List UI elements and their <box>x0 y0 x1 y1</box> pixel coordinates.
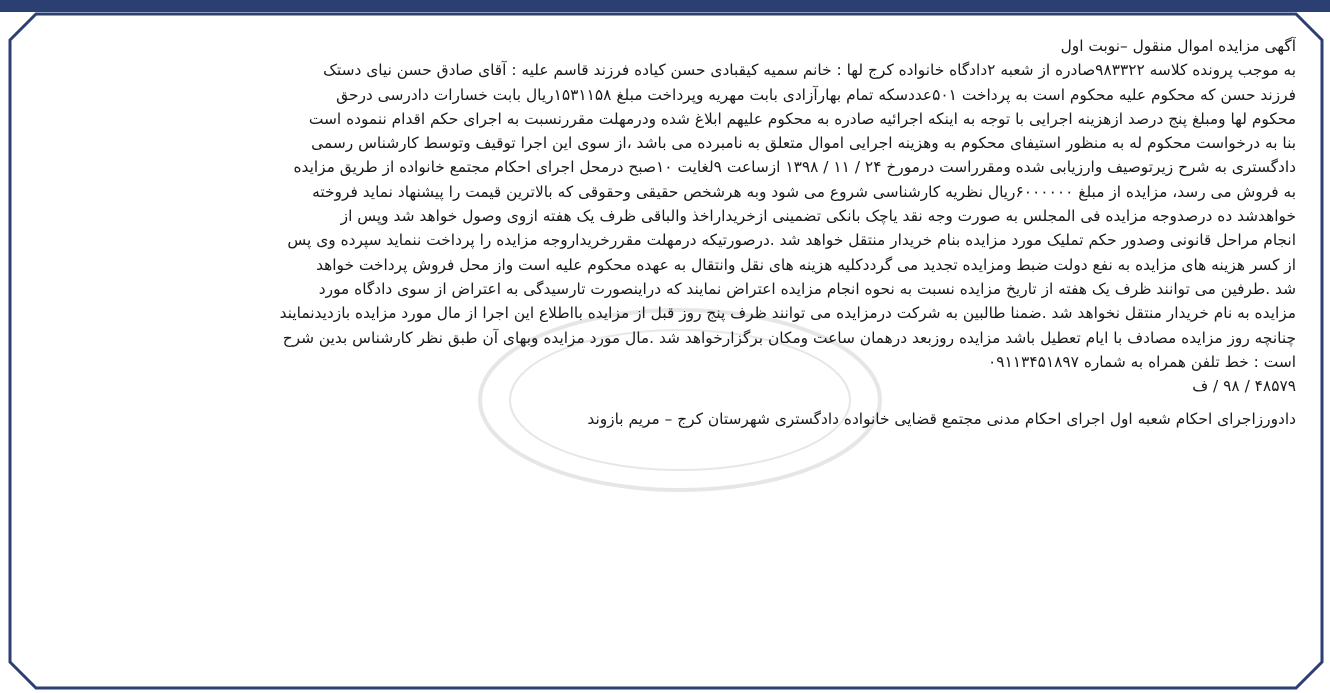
body-line-2: فرزند حسن که محکوم علیه محکوم است به پرداخت ۵۰۱عددسکه تمام بهارآزادی بابت مهریه وپرداخت مبلغ ۱۵۳۱۱۵۸ریال بابت خسارات دادرسی درحق <box>336 85 1296 104</box>
notice-title: آگهی مزایده اموال منقول –نوبت اول <box>1060 37 1296 55</box>
top-bar <box>0 0 1330 12</box>
body-line-8: انجام مراحل قانونی وصدور حکم تملیک مورد مزایده بنام خریدار منتقل خواهد شد .درصورتیکه درمهلت مقررخریداروجه مزایده را پرداخت ننماید سپرده وی پس <box>287 231 1296 250</box>
body-line-4: بنا به درخواست محکوم له به منظور استیفای محکوم به وهزینه اجرایی اموال متعلق به نامبرده می باشد ،از سوی این اجرا توقیف وتوسط کارشناس رسمی <box>311 134 1296 153</box>
body-line-1: به موجب پرونده کلاسه ۹۸۳۳۲۲صادره از شعبه ۲دادگاه خانواده کرج لها : خانم سمیه کیقبادی حسن کیاده فرزند قاسم علیه : آقای صادق حسن نیای دستک <box>323 61 1296 80</box>
body-line-12: چنانچه روز مزایده مصادف با ایام تعطیل باشد مزایده روزبعد درهمان ساعت ومکان برگزارخواهد شد .مال مورد مزایده وبهای آن طبق نظر کارشناس بدین شرح <box>282 328 1296 347</box>
reference-number: ۴۸۵۷۹ / ۹۸ / ف <box>1192 377 1296 396</box>
body-line-5: دادگستری به شرح زیرتوصیف وارزیابی شده ومقرراست درمورخ ۲۴ / ۱۱ / ۱۳۹۸ ازساعت ۹لغایت ۱۰صبح درمحل اجرای احکام مجتمع خانواده از طریق مزایده <box>293 158 1296 177</box>
body-line-3: محکوم لها ومبلغ پنج درصد ازهزینه اجرایی با توجه به اینکه اجرائیه صادره به محکوم علیهم ابلاغ شده ودرمهلت مقررنسبت به اجرای حکم اقدام ننموده است <box>308 109 1296 128</box>
body-line-13: است : خط تلفن همراه به شماره ۰۹۱۱۳۴۵۱۸۹۷ <box>987 352 1296 371</box>
body-line-9: از کسر هزینه های مزایده به نفع دولت ضبط ومزایده تجدید می گرددکلیه هزینه های نقل وانتقال به عهده محکوم علیه است واز محل فروش پرداخت خواهد <box>316 255 1296 274</box>
body-line-10: شد .طرفین می توانند ظرف یک هفته از تاریخ مزایده نسبت به نحوه انجام مزایده اعتراض نمایند که دراینصورت تارسیدگی به اعتراض از سوی دادگاه مورد <box>318 279 1296 298</box>
notice-content <box>32 34 1296 432</box>
body-line-6: به فروش می رسد، مزایده از مبلغ ۶۰۰۰۰۰۰ریال نظریه کارشناسی شروع می شود وبه هرشخص حقیقی وحقوقی که بالاترین قیمت را پیشنهاد نماید فروخته <box>312 182 1296 201</box>
body-line-7: خواهدشد ده درصدوجه مزایده فی المجلس به صورت وجه نقد یاچک بانکی تضمینی ازخریداراخذ والباقی ظرف یک هفته ازوی وصول خواهد شد وپس از <box>340 207 1296 226</box>
body-line-11: مزایده به نام خریدار منتقل نخواهد شد .ضمنا طالبین به شرکت درمزایده می توانند ظرف پنج روز قبل از مزایده بااطلاع این اجرا از مال مورد مزایده بازدیدنمایند <box>279 304 1296 323</box>
signature-line: دادورزاجرای احکام شعبه اول اجرای احکام مدنی مجتمع قضایی خانواده دادگستری شهرستان کرج – مریم بازوند <box>587 410 1296 429</box>
